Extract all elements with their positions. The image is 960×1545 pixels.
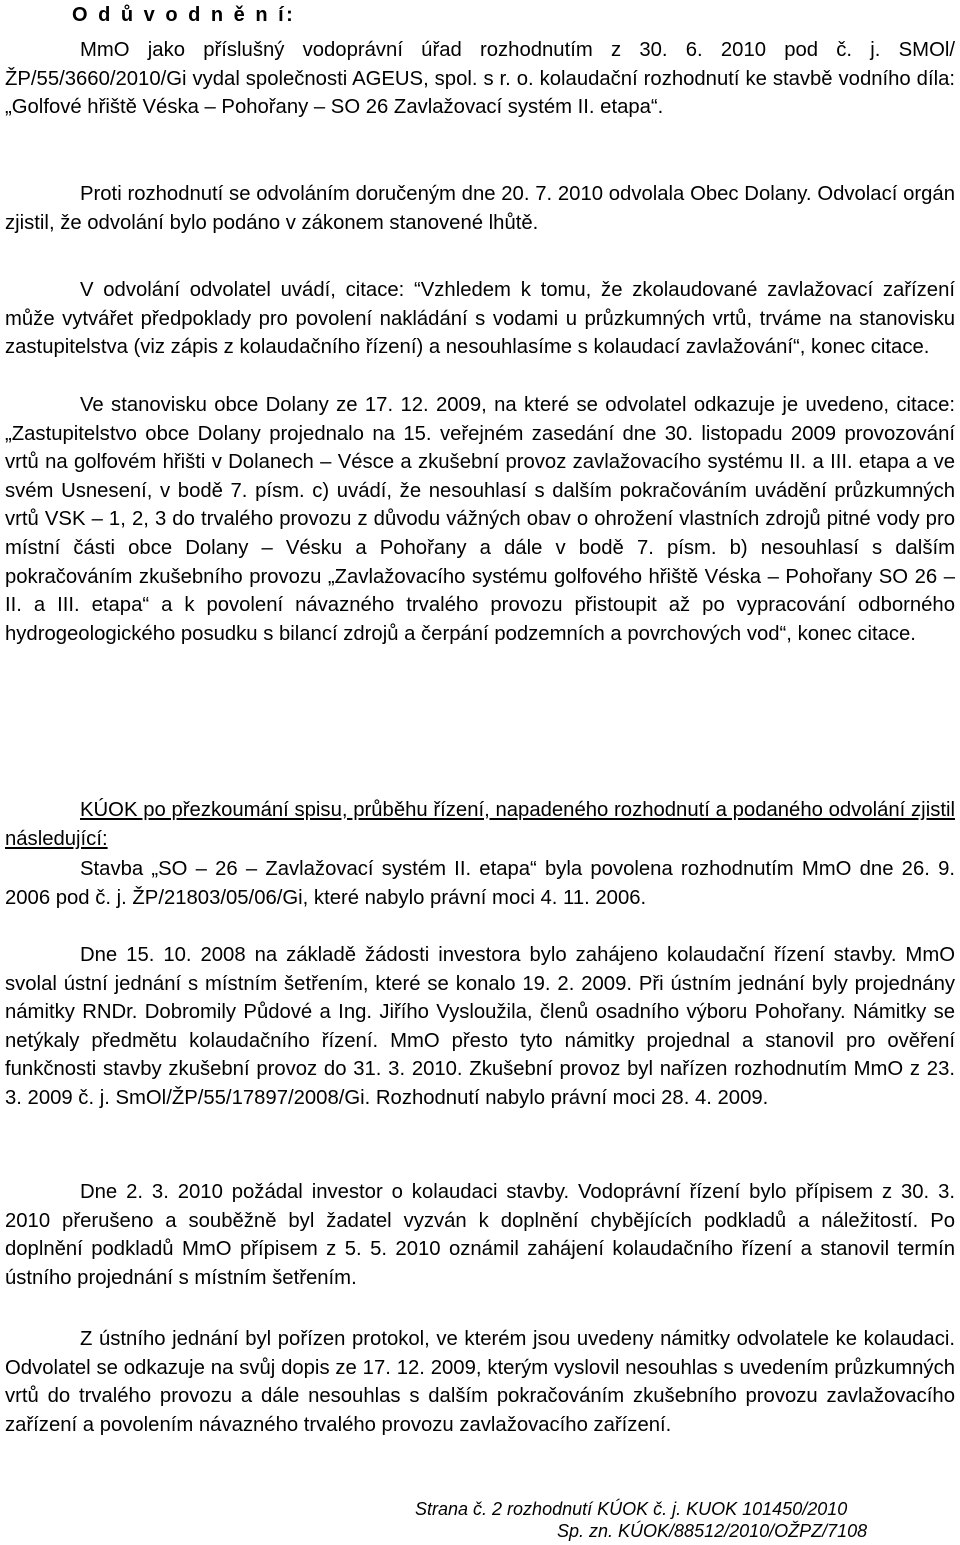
paragraph-approval-proceedings: Dne 15. 10. 2008 na základě žádosti investora bylo zahájeno kolaudační řízení stavby. MmO svolal ústní jednání s místním šetřením, které se konalo 19. 2. 2009. Při ústním jednání byly projednány námitky RNDr. Dobromily Půdové a Ing. Jiřího Vysloužila, členů osadního výboru Pohořany. Námitky se netýkaly předmětu kolaudačního řízení. MmO přesto tyto námitky projednal a stanovil pro ověření funkčnosti stavby zkušební provoz do 31. 3. 2010. Zkušební provoz byl nařízen rozhodnutím MmO z 23. 3. 2009 č. j. SmOl/ŽP/55/17897/2008/Gi. Rozhodnutí nabylo právní moci 28. 4. 2009. xyxy=(5,944,955,1109)
footer-file-number: Sp. zn. KÚOK/88512/2010/OŽPZ/7108 xyxy=(557,1521,868,1541)
paragraph-protocol: Z ústního jednání byl pořízen protokol, ve kterém jsou uvedeny námitky odvolatele ke kolaudaci. Odvolatel se odkazuje na svůj dopis ze 17. 12. 2009, kterým vyslovil nesouhlas s uvedením průzkumných vrtů do trvalého provozu a dále nesouhlas s dalším pokračováním zkušebního provozu zavlažovacího zařízení a povolením návazného trvalého provozu zavlažovacího zařízení. xyxy=(5,1328,955,1436)
footer-page-reference: Strana č. 2 rozhodnutí KÚOK č. j. KUOK 101450/2010 xyxy=(415,1499,848,1519)
paragraph-decision: MmO jako příslušný vodoprávní úřad rozhodnutím z 30. 6. 2010 pod č. j. SMOl/ŽP/55/3660/2010/Gi vydal společnosti AGEUS, spol. s r. o. kolaudační rozhodnutí ke stavbě vodního díla: „Golfové hřiště Véska – Pohořany – SO 26 Zavlažovací systém II. etapa“. xyxy=(5,39,955,119)
paragraph-investor-request: Dne 2. 3. 2010 požádal investor o kolaudaci stavby. Vodoprávní řízení bylo přípisem z 30. 3. 2010 přerušeno a souběžně byl žadatel vyzván k doplnění chybějících podkladů a náležitostí. Po doplnění podkladů MmO přípisem z 5. 5. 2010 oznámil zahájení kolaudačního řízení a stanovil termín ústního projednání s místním šetřením. xyxy=(5,1181,955,1289)
paragraph-findings-intro: KÚOK po přezkoumání spisu, průběhu řízení, napadeného rozhodnutí a podaného odvolání zjistil následující: xyxy=(5,799,955,850)
paragraph-appeal: Proti rozhodnutí se odvoláním doručeným dne 20. 7. 2010 odvolala Obec Dolany. Odvolací orgán zjistil, že odvolání bylo podáno v zákonem stanovené lhůtě. xyxy=(5,183,955,234)
section-heading: O d ů v o d n ě n í: xyxy=(72,4,296,26)
paragraph-appeal-quote: V odvolání odvolatel uvádí, citace: “Vzhledem k tomu, že zkolaudované zavlažovací zařízení může vytvářet předpoklady pro povolení nakládání s vodami u průzkumných vrtů, trváme na stanovisku zastupitelstva (viz zápis z kolaudačního řízení) a nesouhlasíme s kolaudací zavlažování“, konec citace. xyxy=(5,279,955,359)
paragraph-municipality-statement: Ve stanovisku obce Dolany ze 17. 12. 2009, na které se odvolatel odkazuje je uvedeno, citace: „Zastupitelstvo obce Dolany projednalo na 15. veřejném zasedání dne 30. listopadu 2009 provozování vrtů na golfovém hřišti v Dolanech – Vésce a zkušební provoz zavlažovacího systému II. a III. etapa a ve svém Usnesení, v bodě 7. písm. c) uvádí, že nesouhlasí s dalším pokračováním uvádění průzkumných vrtů VSK – 1, 2, 3 do trvalého provozu z důvodu vážných obav o ohrožení vlastních zdrojů pitné vody pro místní části obce Dolany – Vésku a Pohořany a dále v bodě 7. písm. b) nesouhlasí s dalším pokračováním zkušebního provozu „Zavlažovacího systému golfového hřiště Véska – Pohořany SO 26 – II. a III. etapa“ a k povolení návazného trvalého provozu přistoupit až po vypracování odborného hydrogeologického posudku s bilancí zdrojů a čerpání podzemních a povrchových vod“, konec citace. xyxy=(5,394,955,645)
paragraph-building-permit: Stavba „SO – 26 – Zavlažovací systém II. etapa“ byla povolena rozhodnutím MmO dne 26. 9. 2006 pod č. j. ŽP/21803/05/06/Gi, které nabylo právní moci 4. 11. 2006. xyxy=(5,858,955,909)
